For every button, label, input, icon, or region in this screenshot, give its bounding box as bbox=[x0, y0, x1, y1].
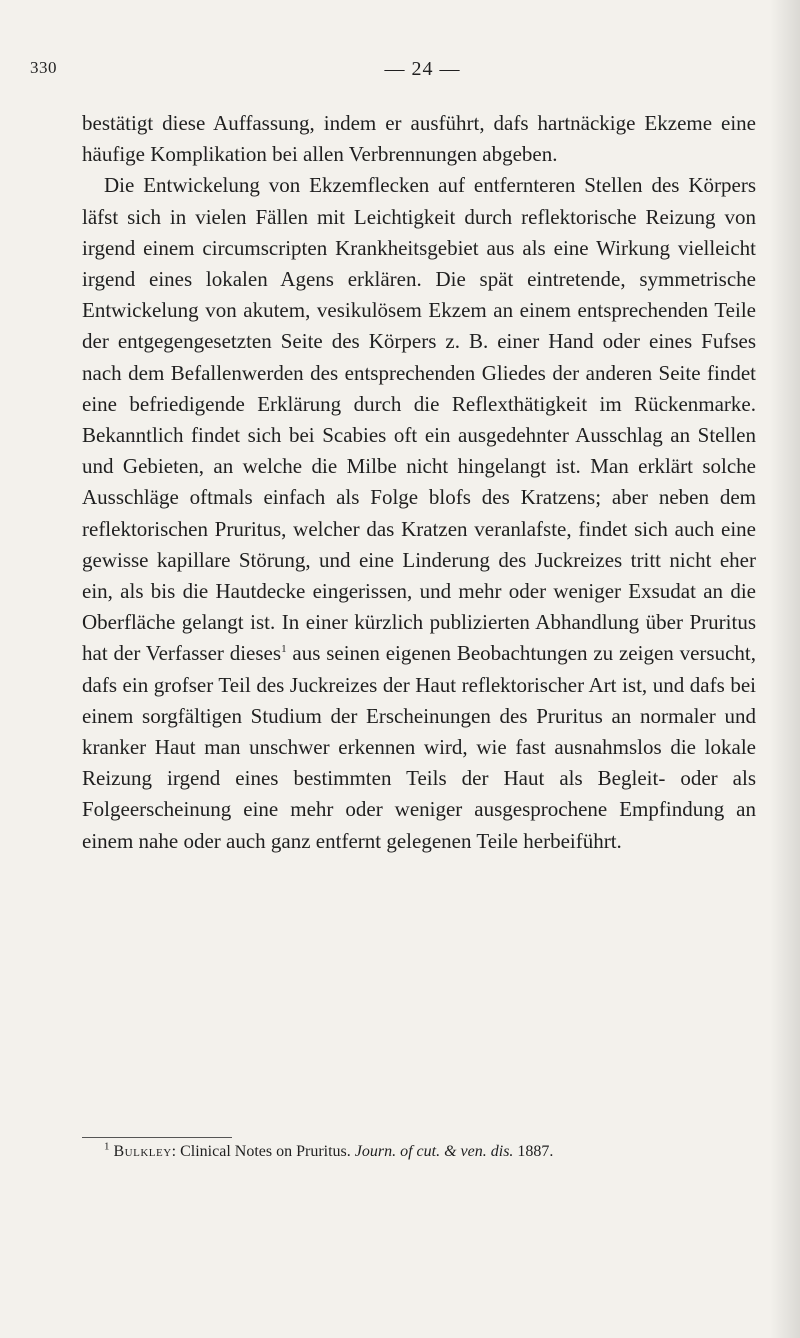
page-number-inner: — 24 — bbox=[384, 58, 461, 80]
footnote-author: Bulkley bbox=[113, 1143, 172, 1160]
page-edge-shadow bbox=[770, 0, 800, 1338]
page-header bbox=[30, 58, 760, 88]
paragraph-2-part-2: aus seinen eigenen Beobachtungen zu zeigen versucht, dafs ein grofser Teil des Juckreizes der Haut reflektorischer Art ist, und dafs bei einem sorgfältigen Studium der Erscheinungen des Pruritus an normaler und kranker Haut man unschwer erkennen wird, wie fast ausnahmslos die lokale Reizung irgend eines bestimmten Teils der Haut als Begleit- oder als Folgeerscheinung eine mehr oder weniger ausgesprochene Empfindung an einem nahe oder auch ganz entfernt gelegenen Teile herbeiführt. bbox=[82, 641, 756, 853]
footnote bbox=[82, 1141, 756, 1163]
body-text bbox=[82, 108, 756, 857]
page-number-outer: 330 bbox=[30, 58, 57, 77]
paragraph-1: bestätigt diese Auffassung, indem er ausführt, dafs hartnäckige Ekzeme eine häufige Komplikation bei allen Verbrennungen abgeben. bbox=[82, 111, 756, 167]
footnote-divider bbox=[82, 1137, 232, 1138]
footnote-marker: 1 bbox=[104, 1140, 110, 1153]
paragraph-2-part-1: Die Entwickelung von Ekzemflecken auf entfernteren Stellen des Körpers läfst sich in vielen Fällen mit Leichtigkeit durch reflektorische Reizung von irgend einem circumscripten Krankheitsgebiet aus als eine Wirkung vielleicht irgend eines lokalen Agens erklären. Die spät eintretende, symmetrische Entwickelung von akutem, vesikulösem Ekzem an einem entsprechenden Teile der entgegengesetzten Seite des Körpers z. B. einer Hand oder eines Fufses nach dem Befallenwerden des entsprechenden Gliedes der anderen Seite findet eine befriedigende Erklärung durch die Reflexthätigkeit im Rückenmarke. Bekanntlich findet sich bei Scabies oft ein ausgedehnter Ausschlag an Stellen und Gebieten, an welche die Milbe nicht hingelangt ist. Man erklärt solche Ausschläge oftmals einfach als Folge blofs des Kratzens; aber neben dem reflektorischen Pruritus, welcher das Kratzen veranlafste, findet sich auch eine gewisse kapillare Störung, und eine Linderung des Juckreizes tritt nicht eher ein, als bis die Hautdecke eingerissen, und mehr oder weniger Exsudat an die Oberfläche gelangt ist. In einer kürzlich publizierten Abhandlung über Pruritus hat der Verfasser dieses bbox=[82, 173, 756, 666]
footnote-year: 1887. bbox=[513, 1143, 554, 1160]
footnote-journal: Journ. of cut. & ven. dis. bbox=[354, 1143, 514, 1160]
footnote-title: : Clinical Notes on Pruritus. bbox=[171, 1143, 355, 1160]
footnote-reference: 1 bbox=[281, 643, 287, 656]
paragraph-2 bbox=[82, 170, 756, 856]
